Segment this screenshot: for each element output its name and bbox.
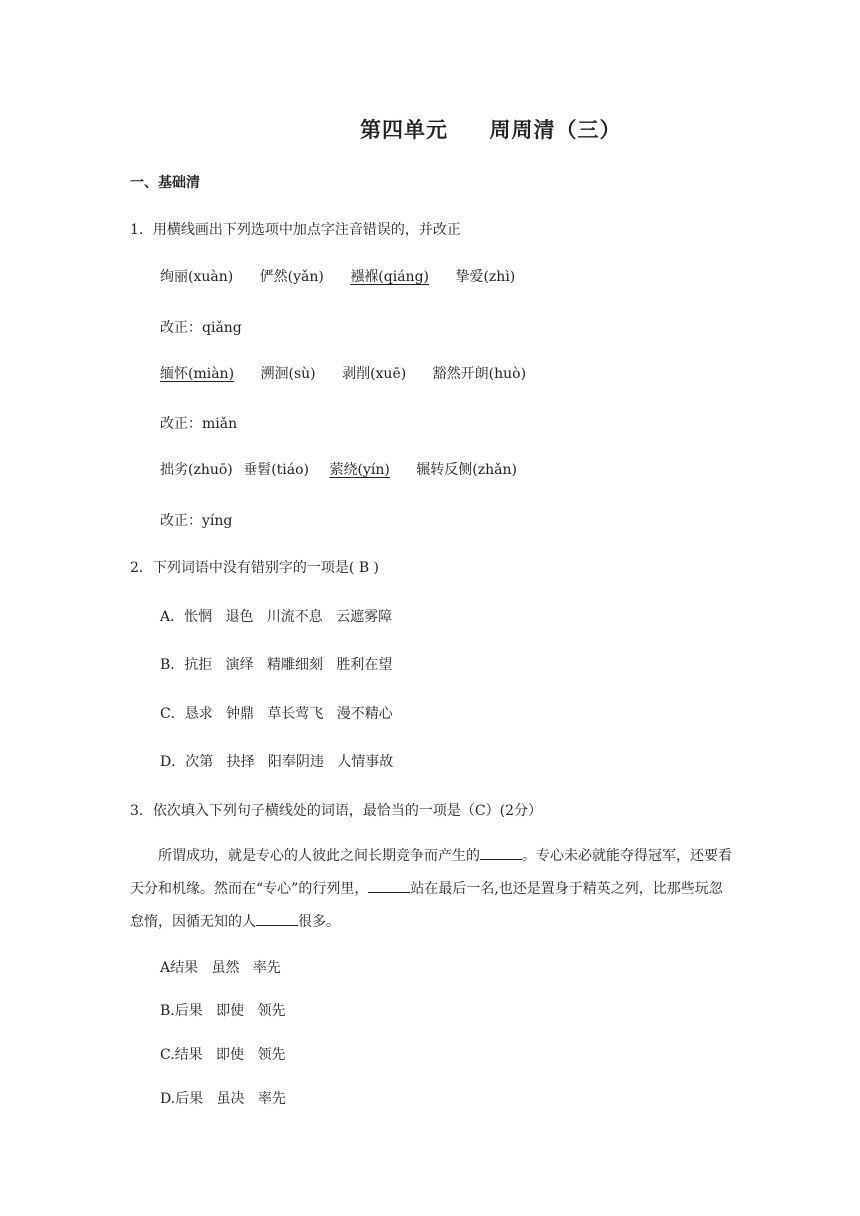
- pinyin-item: 辗转反侧(zhǎn): [416, 462, 517, 478]
- pinyin-item-underlined: 襁褓(qiáng): [350, 269, 430, 285]
- fill-blank-2: [368, 878, 410, 893]
- question-1-row-2: [160, 363, 548, 383]
- question-3-passage: [130, 840, 735, 939]
- question-2-option-b: B．抗拒 演绎 精雕细刻 胜利在望: [160, 657, 393, 673]
- question-3-option-c: C.结果 即使 领先: [160, 1047, 286, 1063]
- passage-text-4: 很多。: [298, 914, 340, 930]
- question-1-correction-1: 改正：qiǎng: [160, 320, 242, 336]
- question-1-row-1: [160, 266, 537, 286]
- pinyin-item: 拙劣(zhuō): [160, 462, 233, 478]
- pinyin-item-underlined: 缅怀(miàn): [160, 366, 235, 382]
- fill-blank-1: [480, 845, 522, 860]
- passage-text-2: 。专心未必就能夺得冠军，还要看天分和机缘。然而在“专心”的行列里，: [130, 848, 732, 897]
- pinyin-item: 绚丽(xuàn): [160, 269, 234, 285]
- pinyin-item: 剥削(xuē): [342, 366, 407, 382]
- question-2-option-c: C．恳求 钟鼎 草长莺飞 漫不精心: [160, 706, 393, 722]
- pinyin-item: 俨然(yǎn): [259, 269, 324, 285]
- question-1-stem: 1．用横线画出下列选项中加点字注音错误的，并改正: [130, 222, 461, 238]
- question-2-option-a: A．怅惘 退色 川流不息 云遮雾障: [160, 609, 393, 625]
- passage-text-3: 站在最后一名,也还是置身于精英之列，比那些玩忽怠惰，因循无知的人: [130, 881, 723, 930]
- question-2-stem: 2．下列词语中没有错别字的一项是( B ): [130, 560, 380, 576]
- page-title: 第四单元 周周清（三）: [360, 118, 622, 142]
- passage-text-1: 所谓成功，就是专心的人彼此之间长期竞争而产生的: [158, 848, 480, 864]
- question-2-option-d: D．次第 抉择 阳奉阴违 人情事故: [160, 754, 394, 770]
- pinyin-item: 溯洄(sù): [260, 366, 316, 382]
- question-3-option-b: B.后果 即使 领先: [160, 1003, 286, 1019]
- pinyin-item: 豁然开朗(huò): [432, 366, 527, 382]
- pinyin-item-underlined: 萦绕(yín): [329, 462, 390, 478]
- question-3-option-d: D.后果 虽决 率先: [160, 1091, 286, 1107]
- question-3-stem: 3．依次填入下列句子横线处的词语，最恰当的一项是（C）(2分）: [130, 803, 542, 819]
- question-1-correction-2: 改正：miǎn: [160, 416, 238, 432]
- section-heading-basics: 一、基础清: [130, 175, 200, 191]
- question-3-option-a: A结果 虽然 率先: [160, 960, 281, 976]
- pinyin-item: 挚爱(zhì): [455, 269, 516, 285]
- question-1-row-3: [160, 459, 539, 479]
- question-1-correction-3: 改正：yíng: [160, 513, 233, 529]
- fill-blank-3: [256, 911, 298, 926]
- pinyin-item: 垂髫(tiáo): [243, 462, 310, 478]
